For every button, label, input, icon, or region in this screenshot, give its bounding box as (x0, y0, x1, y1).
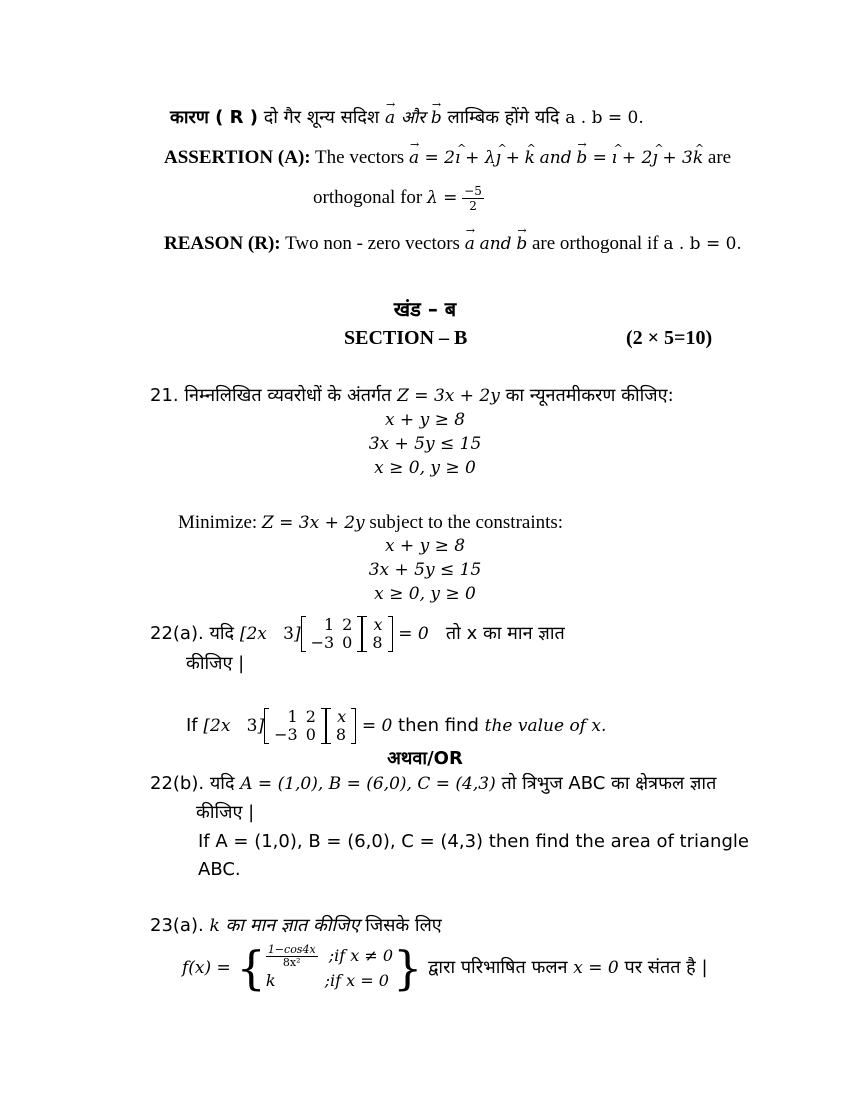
reason-hindi-vec-a: → a (385, 106, 395, 130)
reason-text: Two non - zero vectors (285, 233, 460, 254)
assertion-vec-b: → b = (576, 146, 607, 170)
q23a-cases (266, 944, 393, 993)
q23a-hindi-tail: द्वारा परिभाषित फलन (428, 957, 568, 978)
q21-constraint-en-2: 3x + 5y ≤ 15 (368, 560, 482, 580)
q23a-case2-cond: ;if x = 0 (324, 970, 389, 990)
assertion-vec-a: → a = 2 (409, 146, 455, 170)
q23a-function-line (182, 942, 708, 994)
assertion-i-hat2: ^ ı (612, 146, 617, 170)
q22a-number: 22(a). (150, 623, 204, 644)
section-english-heading: SECTION – B (344, 327, 468, 349)
q21-z-expr: Z = 3x + 2y (397, 386, 500, 406)
assertion-and: and (539, 148, 572, 168)
assertion-lambda-eq: λ = (426, 187, 458, 208)
section-hindi-heading: खंड – ब (393, 297, 457, 321)
q23a-hindi-italic: का मान ज्ञात कीजिए (225, 915, 360, 936)
assertion-plus-lambda: + λ (465, 148, 496, 168)
q22a-hindi-line (150, 614, 565, 654)
q21-english-line (178, 511, 563, 535)
q22a-hindi-end: तो x का मान ज्ञात (445, 623, 565, 644)
q21-number: 21. (150, 385, 179, 406)
assertion-plus1: + (505, 148, 520, 168)
assertion-orthogonal-for: orthogonal for (313, 186, 423, 208)
assertion-plus2: + 2 (621, 148, 653, 168)
q22a-yadi: यदि (209, 623, 235, 644)
q22b-yadi: यदि (209, 773, 235, 794)
reason-vec-a: → a (465, 232, 475, 256)
section-marks: (2 × 5=10) (626, 327, 713, 349)
q22b-english-line-2: ABC. (198, 859, 241, 880)
q23a-number: 23(a). (150, 915, 204, 936)
assertion-frac-den: 2 (462, 198, 484, 213)
q22a-column-vector-en: x 8 (326, 708, 356, 744)
reason-hindi-line (170, 106, 644, 130)
q22a-value-of: the value of x. (484, 716, 607, 736)
reason-hindi-label: कारण ( R ) (170, 107, 258, 128)
q23a-x-eq: x = 0 (573, 958, 619, 978)
q23a-line (150, 914, 442, 938)
q22a-english-line (186, 706, 606, 746)
assertion-j-hat: ^ ȷ (496, 146, 501, 170)
assertion-label: ASSERTION (A): (164, 147, 311, 168)
q21-constraint-hi-1: x + y ≥ 8 (384, 410, 466, 430)
q22b-hindi-line-2: कीजिए | (196, 802, 255, 823)
q21-minimize: Minimize: (178, 512, 258, 533)
q22a-column-vector: x 8 (362, 616, 392, 652)
q22b-points: A = (1,0), B = (6,0), C = (4,3) (240, 774, 496, 794)
assertion-k-hat2: ^ k (693, 146, 703, 170)
or-label: अथवा/OR (387, 748, 463, 769)
reason-cond: a . b = 0. (663, 234, 742, 254)
q21-hindi-line (150, 384, 674, 408)
q21-constraint-en-3: x ≥ 0, y ≥ 0 (374, 584, 476, 604)
assertion-j-hat2: ^ ȷ (652, 146, 657, 170)
reason-hindi-vec-b: → b (431, 106, 442, 130)
assertion-fraction (462, 184, 484, 213)
reason-hindi-text-b: लाम्बिक होंगे यदि (447, 107, 560, 128)
reason-vec-b: → b (516, 232, 527, 256)
q22a-eq-en: = 0 (361, 716, 393, 736)
q23a-hindi-final: पर संतत है | (624, 957, 708, 978)
q22b-hindi-end: तो त्रिभुज ABC का क्षेत्रफल ज्ञात (501, 773, 717, 794)
assertion-line (164, 146, 731, 170)
assertion-i-hat: ^ ı (455, 146, 460, 170)
q22a-matrix-en: 1 2 −3 0 (264, 708, 326, 744)
q22a-if: If (186, 715, 198, 736)
q22b-hindi-line (150, 772, 716, 796)
q23a-case-1 (266, 944, 393, 969)
q22a-row-vector-en: [2x 3] (203, 716, 265, 736)
reason-label: REASON (R): (164, 233, 281, 254)
q23a-case1-cond: ;if x ≠ 0 (328, 945, 394, 965)
q23a-frac-num: 1−cos4x (267, 942, 316, 956)
q23a-left-brace: { (236, 941, 266, 995)
q21-constraint-en-1: x + y ≥ 8 (384, 536, 466, 556)
q22a-row-vector: [2x 3] (239, 624, 301, 644)
q23a-case2-val: k (265, 970, 276, 990)
q21-z-expr-en: Z = 3x + 2y (261, 513, 365, 533)
reason-and: and (479, 234, 512, 254)
q22a-matrix: 1 2 −3 0 (301, 616, 363, 652)
assertion-k-hat: ^ k (525, 146, 535, 170)
q23a-fx: f(x) = (182, 958, 231, 978)
q21-hindi: निम्नलिखित व्यवरोधों के अंतर्गत (184, 385, 392, 406)
assertion-text: The vectors (315, 147, 405, 168)
q23a-k: k (209, 916, 220, 936)
q22b-number: 22(b). (150, 773, 205, 794)
q21-constraint-hi-2: 3x + 5y ≤ 15 (368, 434, 482, 454)
q22a-then-find: then find (398, 715, 479, 736)
q23a-case-2 (266, 969, 393, 993)
q23a-frac-den: 8x² (266, 956, 318, 969)
q21-hindi-end: का न्यूनतमीकरण कीजिए: (505, 385, 674, 406)
reason-text2: are orthogonal if (531, 233, 659, 254)
assertion-plus3: + 3 (662, 148, 693, 168)
assertion-are: are (707, 147, 732, 168)
q23a-right-brace: } (393, 941, 423, 995)
q23a-hindi-end: जिसके लिए (365, 915, 442, 936)
q22a-eq: = 0 (398, 624, 429, 644)
q22b-english-line: If A = (1,0), B = (6,0), C = (4,3) then find the area of triangle (198, 831, 749, 852)
q21-english-suffix: subject to the constraints: (369, 512, 564, 533)
assertion-line-2 (313, 184, 484, 213)
reason-line (164, 232, 742, 256)
reason-hindi-cond: a . b = 0. (565, 108, 644, 128)
reason-hindi-aur: और (400, 108, 426, 128)
q21-constraint-hi-3: x ≥ 0, y ≥ 0 (374, 458, 476, 478)
q23a-fraction (266, 944, 318, 969)
assertion-frac-num: −5 (464, 184, 482, 198)
q22a-hindi-line-2: कीजिए | (186, 653, 245, 674)
reason-hindi-text-a: दो गैर शून्य सदिश (263, 107, 380, 128)
